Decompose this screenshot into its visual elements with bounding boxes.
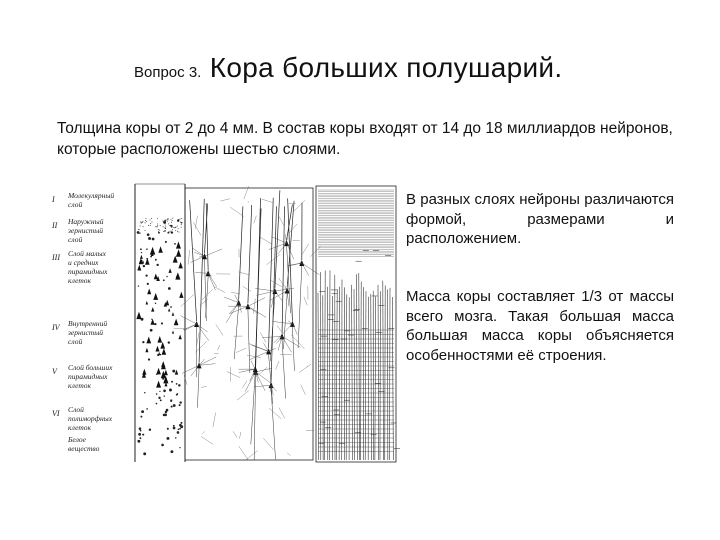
layer-label-line: Слой малых (68, 249, 106, 258)
question-number: Вопрос 3. (134, 64, 202, 81)
layer-label-line: полиморфных (68, 414, 113, 423)
layer-label-line: Слой больших (68, 363, 113, 372)
layer-label-line: Слой (68, 405, 84, 414)
layer-numeral: I (52, 195, 55, 204)
layer-label-line: Молекулярный (68, 191, 115, 200)
layer-label-line: пирамидных (68, 372, 108, 381)
neuron-shapes-panel (173, 186, 320, 461)
cortex-layers-figure (50, 180, 400, 470)
layer-label-line: пирамидных (68, 267, 108, 276)
layer-numeral: VI (52, 409, 60, 418)
layer-numeral: II (52, 221, 58, 230)
layer-label-line: и средних (68, 258, 99, 267)
cell-bodies-panel (135, 184, 185, 462)
layer-labels (51, 191, 114, 453)
layer-label-line: клеток (68, 381, 92, 390)
slide-title (134, 52, 562, 84)
layer-label-line: вещество (68, 444, 100, 453)
layer-numeral: V (52, 367, 57, 376)
layer-label-line: клеток (68, 423, 92, 432)
intro-paragraph: Толщина коры от 2 до 4 мм. В состав коры входят от 14 до 18 миллиардов нейронов, которые расположены шестью слоями. (57, 120, 673, 158)
paragraph-layers: В разных слоях нейроны различаются формой, размерами и расположением. (406, 191, 674, 247)
layer-label-line: зернистый (68, 226, 104, 235)
layer-label-line: Внутренний (68, 319, 108, 328)
cortex-layers-drawing (50, 180, 400, 470)
layer-label-line: Наружный (68, 217, 104, 226)
title-text: Кора больших полушарий. (209, 52, 563, 83)
layer-numeral: IV (52, 323, 60, 332)
paragraph-mass: Масса коры составляет 1/3 от массы всего мозга. Такая большая масса большая масса коры объясняется особенностями её строения. (406, 288, 674, 364)
layer-label-line: слой (68, 337, 83, 346)
layer-numeral: III (52, 253, 60, 262)
layer-label-line: клеток (68, 276, 92, 285)
fibers-panel (316, 186, 400, 462)
layer-label-line: слой (68, 235, 83, 244)
layer-label-line: Белое (68, 435, 87, 444)
layer-label-line: слой (68, 200, 83, 209)
layer-label-line: зернистый (68, 328, 104, 337)
